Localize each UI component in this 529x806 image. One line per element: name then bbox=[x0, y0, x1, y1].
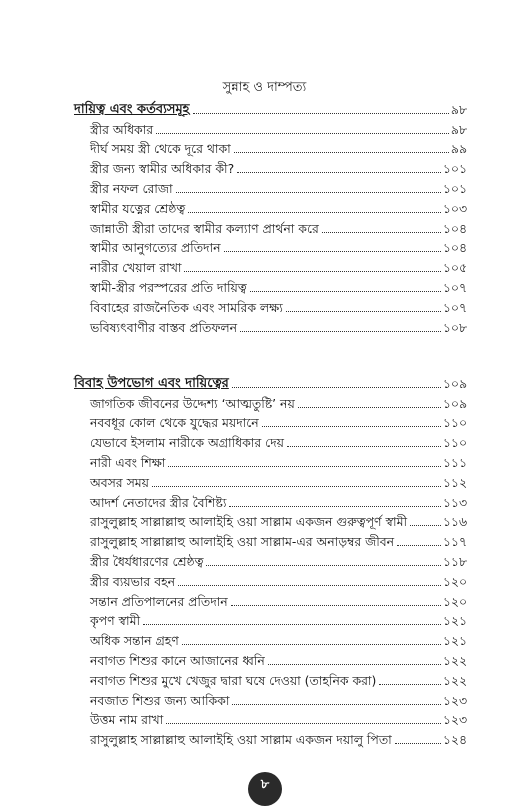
dot-leader bbox=[166, 722, 441, 724]
toc-entry-title: উত্তম নাম রাখা bbox=[90, 712, 164, 728]
toc-entry-title: রাসুলুল্লাহ সাল্লাল্লাহু আলাইহি ওয়া সাল্লাম-এর অনাড়ম্বর জীবন bbox=[90, 534, 395, 550]
toc-entry-title: নববধূর কোল থেকে যুদ্ধের ময়দানে bbox=[90, 415, 259, 431]
toc-entry-page: ১০৯ bbox=[442, 395, 467, 411]
dot-leader bbox=[322, 231, 441, 233]
toc-entry-page: ১১৭ bbox=[442, 534, 467, 550]
toc-heading-page: ৯৮ bbox=[450, 101, 467, 117]
toc-entry-page: ১১৬ bbox=[442, 514, 467, 530]
dot-leader bbox=[286, 310, 441, 312]
dot-leader bbox=[397, 544, 441, 546]
toc-entry-title: স্ত্রীর ব্যয়ভার বহন bbox=[90, 573, 175, 589]
dot-leader bbox=[184, 270, 440, 272]
toc-entry-title: যেভাবে ইসলাম নারীকে অগ্রাধিকার দেয় bbox=[90, 435, 284, 451]
toc-entry-title: নারী এবং শিক্ষা bbox=[90, 454, 166, 470]
toc-entry-page: ১১৩ bbox=[442, 494, 467, 510]
toc-entry-title: দীর্ঘ সময় স্ত্রী থেকে দূরে থাকা bbox=[90, 141, 231, 157]
toc-entry[interactable] bbox=[74, 296, 467, 316]
toc-entry-title: নবাগত শিশুর কানে আজানের ধ্বনি bbox=[90, 652, 265, 668]
toc-section-heading[interactable] bbox=[74, 98, 467, 118]
page-number: ৮ bbox=[260, 777, 270, 792]
toc-entry[interactable] bbox=[74, 709, 467, 729]
toc-entry-title: নবাগত শিশুর মুখে খেজুর দ্বারা ঘষে দেওয়া (তাহনিক করা) bbox=[90, 672, 377, 688]
toc-entry-page: ১১০ bbox=[442, 435, 467, 451]
toc-entry[interactable] bbox=[74, 392, 467, 412]
toc-heading-page: ১০৯ bbox=[442, 375, 467, 391]
toc-entry[interactable] bbox=[74, 550, 467, 570]
toc-entry-title: বিবাহের রাজনৈতিক এবং সামরিক লক্ষ্য bbox=[90, 299, 283, 315]
toc-entry-title: রাসুলুল্লাহ সাল্লাল্লাহু আলাইহি ওয়া সাল্লাম একজন দয়ালু পিতা bbox=[90, 732, 392, 748]
toc-entry-page: ৯৮ bbox=[450, 121, 467, 137]
dot-leader bbox=[168, 465, 440, 467]
toc-entry-page: ১২৪ bbox=[442, 732, 467, 748]
toc-entry[interactable] bbox=[74, 669, 467, 689]
toc-entry[interactable] bbox=[74, 217, 467, 237]
toc-entry-title: স্ত্রীর নফল রোজা bbox=[90, 180, 173, 196]
toc-entry[interactable] bbox=[74, 276, 467, 296]
toc-entry-page: ১২২ bbox=[442, 672, 467, 688]
toc-entry-title: জান্নাতী স্ত্রীরা তাদের স্বামীর কল্যাণ প্রার্থনা করে bbox=[90, 220, 319, 236]
dot-leader bbox=[240, 330, 441, 332]
toc-entry-title: আদর্শ নেতাদের স্ত্রীর বৈশিষ্ট্য bbox=[90, 494, 227, 510]
running-header: সুন্নাহ ও দাম্পত্য bbox=[222, 80, 307, 95]
dot-leader bbox=[287, 445, 441, 447]
toc-entry-page: ১১১ bbox=[442, 454, 467, 470]
toc-entry[interactable] bbox=[74, 138, 467, 158]
toc-entry-title: সন্তান প্রতিপালনের প্রতিদান bbox=[90, 593, 228, 609]
toc-entry-page: ১১৮ bbox=[442, 553, 467, 569]
dot-leader bbox=[232, 703, 440, 705]
toc-entry[interactable] bbox=[74, 412, 467, 432]
toc-entry[interactable] bbox=[74, 157, 467, 177]
toc-entry-page: ১০৪ bbox=[442, 220, 467, 236]
toc-entry-title: ভবিষ্যৎবাণীর বাস্তব প্রতিফলন bbox=[90, 319, 238, 335]
toc-entry-title: জাগতিক জীবনের উদ্দেশ্য ‘আত্মতুষ্টি’ নয় bbox=[90, 395, 295, 411]
toc-entry-page: ১০৫ bbox=[442, 260, 467, 276]
toc-entry[interactable] bbox=[74, 177, 467, 197]
toc-entry-page: ১০৩ bbox=[442, 200, 467, 216]
toc-entry-page: ১২১ bbox=[442, 633, 467, 649]
dot-leader bbox=[298, 406, 441, 408]
dot-leader bbox=[178, 584, 441, 586]
toc-entry-page: ১২২ bbox=[442, 652, 467, 668]
toc-entry-title: স্বামীর যত্নের শ্রেষ্ঠত্ব bbox=[90, 200, 186, 216]
page-number-badge bbox=[248, 772, 282, 806]
toc-entry-page: ১২০ bbox=[442, 573, 467, 589]
dot-leader bbox=[395, 742, 441, 744]
dot-leader bbox=[268, 663, 441, 665]
toc-entry-page: ১২৩ bbox=[442, 712, 467, 728]
dot-leader bbox=[262, 425, 441, 427]
dot-leader bbox=[379, 683, 440, 685]
toc-entry-page: ১২৩ bbox=[442, 692, 467, 708]
toc-entry[interactable] bbox=[74, 511, 467, 531]
toc-entry[interactable] bbox=[74, 197, 467, 217]
toc-entry[interactable] bbox=[74, 491, 467, 511]
dot-leader bbox=[234, 151, 449, 153]
dot-leader bbox=[193, 112, 449, 114]
toc-section-marriage bbox=[74, 372, 467, 748]
toc-entry-title: স্বামীর আনুগত্যের প্রতিদান bbox=[90, 240, 221, 256]
toc-entry[interactable] bbox=[74, 316, 467, 336]
toc-entry-page: ১২১ bbox=[442, 613, 467, 629]
toc-section-heading[interactable] bbox=[74, 372, 467, 392]
toc-entry[interactable] bbox=[74, 570, 467, 590]
toc-heading-title: বিবাহ উপভোগ এবং দায়িত্বের bbox=[74, 375, 229, 391]
toc-entry-page: ৯৯ bbox=[450, 141, 467, 157]
dot-leader bbox=[152, 485, 441, 487]
toc-entry-title: নবজাত শিশুর জন্য আকিকা bbox=[90, 692, 230, 708]
toc-entry-page: ১০১ bbox=[442, 161, 467, 177]
toc-entry[interactable] bbox=[74, 649, 467, 669]
toc-heading-title: দায়িত্ব এবং কর্তব্যসমূহ bbox=[74, 101, 190, 117]
toc-entry-title: অধিক সন্তান গ্রহণ bbox=[90, 633, 179, 649]
dot-leader bbox=[224, 250, 441, 252]
toc-entry-title: রাসুলুল্লাহ সাল্লাল্লাহু আলাইহি ওয়া সাল্লাম একজন গুরুত্বপূর্ণ স্বামী bbox=[90, 514, 408, 530]
dot-leader bbox=[232, 386, 441, 388]
toc-entry-page: ১২০ bbox=[442, 593, 467, 609]
toc-entry[interactable] bbox=[74, 451, 467, 471]
toc-entry-page: ১০৭ bbox=[442, 279, 467, 295]
toc-entry[interactable] bbox=[74, 629, 467, 649]
toc-entry-page: ১০৭ bbox=[442, 299, 467, 315]
dot-leader bbox=[182, 643, 441, 645]
toc-entry-title: অবসর সময় bbox=[90, 474, 149, 490]
toc-entry-title: স্ত্রীর জন্য স্বামীর অধিকার কী? bbox=[90, 161, 235, 177]
toc-entry[interactable] bbox=[74, 610, 467, 630]
toc-entry-page: ১১০ bbox=[442, 415, 467, 431]
toc-entry-page: ১০৪ bbox=[442, 240, 467, 256]
toc-entry-title: স্ত্রীর অধিকার bbox=[90, 121, 154, 137]
dot-leader bbox=[156, 132, 449, 134]
dot-leader bbox=[229, 505, 440, 507]
dot-leader bbox=[250, 290, 441, 292]
toc-entry[interactable] bbox=[74, 728, 467, 748]
toc-entry[interactable] bbox=[74, 530, 467, 550]
toc-entry-page: ১০১ bbox=[442, 180, 467, 196]
dot-leader bbox=[231, 604, 441, 606]
dot-leader bbox=[176, 191, 441, 193]
dot-leader bbox=[237, 171, 441, 173]
toc-entry-title: নারীর খেয়াল রাখা bbox=[90, 260, 182, 276]
dot-leader bbox=[410, 524, 441, 526]
toc-section-duties bbox=[74, 98, 467, 336]
toc-entry[interactable] bbox=[74, 590, 467, 610]
dot-leader bbox=[206, 564, 440, 566]
toc-entry[interactable] bbox=[74, 237, 467, 257]
toc-entry-title: স্বামী-স্ত্রীর পরস্পরের প্রতি দায়িত্ব bbox=[90, 279, 247, 295]
toc-entry-title: কৃপণ স্বামী bbox=[90, 613, 141, 629]
toc-entry-title: স্ত্রীর ধৈর্যধারণের শ্রেষ্ঠত্ব bbox=[90, 553, 204, 569]
toc-entry[interactable] bbox=[74, 471, 467, 491]
toc-entry[interactable] bbox=[74, 118, 467, 138]
dot-leader bbox=[143, 623, 441, 625]
toc-entry[interactable] bbox=[74, 431, 467, 451]
toc-entry[interactable] bbox=[74, 689, 467, 709]
toc-entry[interactable] bbox=[74, 256, 467, 276]
dot-leader bbox=[188, 211, 441, 213]
toc-entry-page: ১০৮ bbox=[442, 319, 467, 335]
toc-entry-page: ১১২ bbox=[442, 474, 467, 490]
